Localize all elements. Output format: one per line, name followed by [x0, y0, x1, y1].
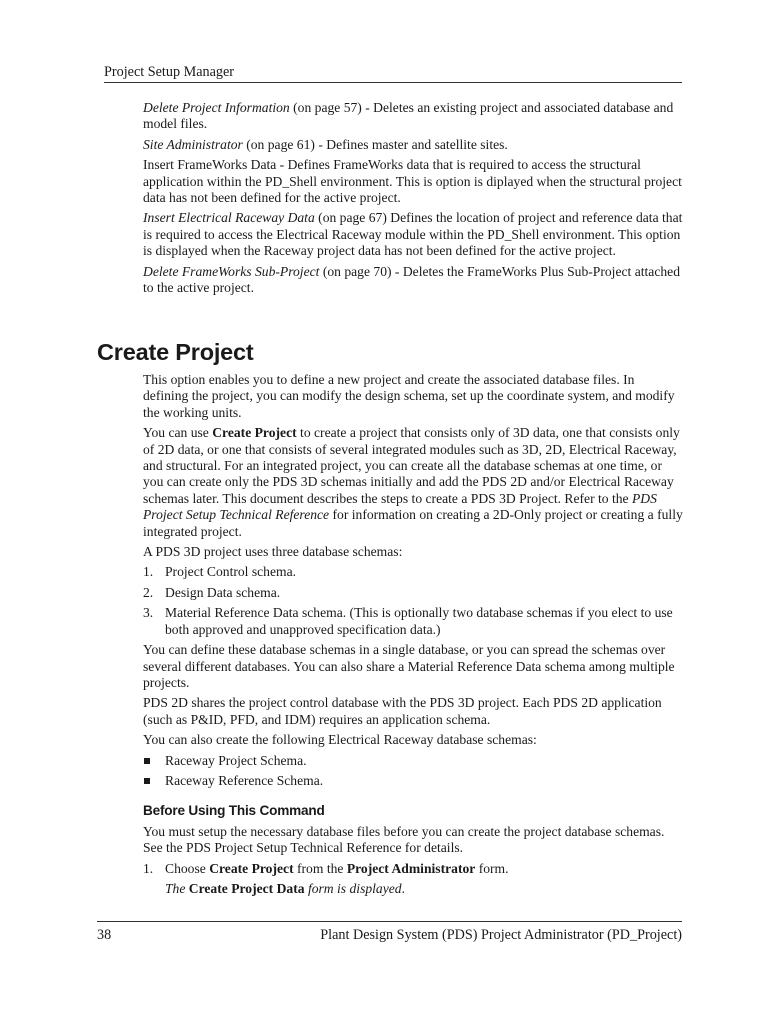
page-reference: (on page 61) — [242, 136, 315, 152]
list-text: Design Data schema. — [165, 584, 281, 600]
paragraph: PDS 2D shares the project control database with the PDS 3D project. Each PDS 2D application (such as P&ID, PFD, and IDM) requires an application schema. — [143, 695, 662, 727]
bullet-icon — [144, 758, 150, 764]
text-run: form. — [475, 860, 509, 876]
list-number: 3. — [143, 605, 154, 621]
intro-description: - Defines master and satellite sites. — [314, 136, 508, 152]
intro-list — [143, 100, 683, 300]
footer-title: Plant Design System (PDS) Project Administrator (PD_Project) — [320, 927, 682, 943]
text-run: to create a project that consists only of 3D data, one that consists only of 2D data, or one that consists of several integrated modules such as 3D, 2D, Electrical Raceway, and structural. For an integrated project, you can create all the database schemas at one time, or you can create only the PDS 3D schemas initially and add the PDS 2D and/or Electrical Raceway schemas later. This document describes the steps to create a PDS 3D Project. Refer to the — [143, 425, 680, 506]
paragraph: You must setup the necessary database files before you can create the project database schemas. See the PDS Project Setup Technical Reference for details. — [143, 823, 665, 856]
intro-item — [143, 100, 683, 133]
page-number: 38 — [97, 927, 112, 943]
bold-term: Project Administrator — [346, 860, 476, 876]
bold-term: Create Project — [209, 860, 294, 876]
intro-description: - Deletes an existing project and associated database and model files. — [143, 100, 674, 132]
text-run: Choose — [165, 860, 210, 876]
running-footer — [97, 921, 682, 943]
list-text: Raceway Reference Schema. — [165, 772, 324, 788]
list-item — [143, 585, 683, 601]
cross-reference-link[interactable]: Site Administrator — [143, 136, 243, 152]
list-text: Material Reference Data schema. (This is optionally two database schemas if you elect to use both approved and unapproved specification data.) — [165, 605, 673, 637]
step-list — [143, 861, 683, 877]
bold-term: Create Project Data — [188, 880, 305, 896]
list-text: Project Control schema. — [165, 564, 296, 580]
bullet-icon — [144, 778, 150, 784]
text-run: You can use — [143, 425, 213, 441]
list-item — [143, 773, 683, 789]
step-number: 1. — [143, 860, 154, 876]
intro-description: Defines the location of project and reference data that is required to access the Electrical Raceway module within the PD_Shell environment. This option is displayed when the Raceway project data has not been defined for the active project. — [143, 210, 683, 259]
intro-item — [143, 264, 683, 297]
list-item — [143, 564, 683, 580]
page-reference: (on page 67) — [314, 210, 387, 226]
step-result — [143, 881, 683, 897]
section-title: Create Project — [97, 339, 254, 365]
intro-description: Insert FrameWorks Data - Defines FrameWorks data that is required to access the structural application within the PD_Shell environment. This is option is diplayed when the structural project data has not been defined for the active project. — [143, 157, 682, 206]
text-run: from the — [293, 860, 347, 876]
paragraph: You can also create the following Electrical Raceway database schemas: — [143, 732, 537, 748]
list-item — [143, 753, 683, 769]
list-number: 2. — [143, 584, 154, 600]
text-run: for information on creating a 2D-Only project or creating a fully integrated project. — [143, 507, 683, 539]
page-reference: (on page 70) — [319, 263, 392, 279]
cross-reference-link[interactable]: Delete Project Information — [143, 100, 290, 115]
raceway-list — [143, 753, 683, 790]
step-item — [143, 861, 683, 877]
text-run: The — [165, 880, 189, 896]
cross-reference-link[interactable]: Insert Electrical Raceway Data — [143, 210, 315, 226]
page-reference: (on page 57) — [289, 100, 362, 115]
cross-reference-link[interactable]: Delete FrameWorks Sub-Project — [143, 263, 320, 279]
schema-list — [143, 564, 683, 638]
bold-term: Create Project — [212, 425, 297, 441]
intro-item — [143, 157, 683, 206]
list-text: Raceway Project Schema. — [165, 752, 307, 768]
header-title: Project Setup Manager — [104, 64, 235, 80]
intro-description: - Deletes the FrameWorks Plus Sub-Project attached to the active project. — [143, 263, 680, 296]
running-header — [104, 64, 682, 83]
list-item — [143, 605, 683, 638]
paragraph: You can define these database schemas in a single database, or you can spread the schemas over several different databases. You can also share a Material Reference Data schema among multiple projects. — [143, 642, 675, 690]
list-number: 1. — [143, 564, 154, 580]
paragraph: A PDS 3D project uses three database schemas: — [143, 544, 403, 560]
text-run: form is displayed — [304, 880, 402, 896]
paragraph: This option enables you to define a new project and create the associated database files. In defining the project, you can modify the design schema, set up the coordinate system, and modify the working units. — [143, 372, 675, 420]
intro-item — [143, 137, 683, 153]
paragraph — [143, 425, 683, 540]
reference-title: PDS Project Setup Technical Reference — [143, 490, 657, 523]
subheading: Before Using This Command — [143, 803, 325, 819]
intro-item — [143, 210, 683, 259]
text-run: . — [401, 880, 405, 896]
section-body — [143, 372, 683, 901]
